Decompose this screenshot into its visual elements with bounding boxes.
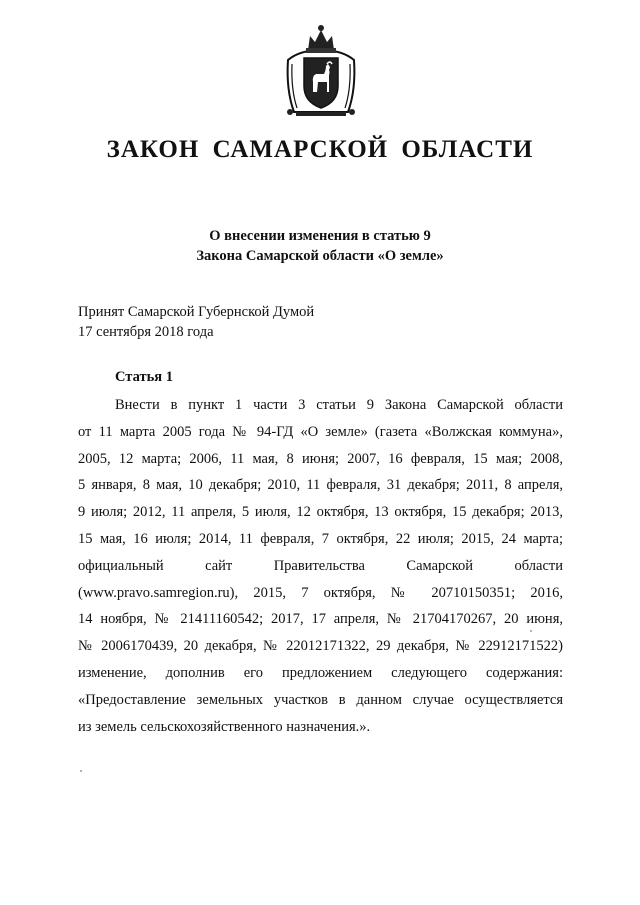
- body-line: изменение, дополнив его предложением следующего содержания:: [78, 664, 563, 681]
- scan-speck: [80, 770, 82, 772]
- body-line: 5 января, 8 мая, 10 декабря; 2010, 11 февраля, 31 декабря; 2011, 8 апреля,: [78, 477, 563, 494]
- body-line: 2005, 12 марта; 2006, 11 мая, 8 июня; 2007, 16 февраля, 15 мая; 2008,: [78, 450, 563, 467]
- body-line: из земель сельскохозяйственного назначения.».: [78, 718, 371, 735]
- body-line: 14 ноября, № 21411160542; 2017, 17 апреля, № 21704170267, 20 июня,: [78, 611, 563, 628]
- adoption-note: [78, 302, 314, 342]
- article-heading: Статья 1: [115, 369, 173, 385]
- scan-speck: [530, 630, 532, 632]
- body-line: (www.pravo.samregion.ru), 2015, 7 октября, № 20710150351; 2016,: [78, 584, 563, 601]
- adoption-body: Принят Самарской Губернской Думой: [78, 304, 315, 320]
- body-line: Внести в пункт 1 части 3 статьи 9 Закона Самарской области: [115, 397, 563, 413]
- law-title: ЗАКОН САМАРСКОЙ ОБЛАСТИ: [106, 136, 534, 163]
- law-subject: [0, 226, 640, 266]
- subject-line-1: О внесении изменения в статью 9: [209, 228, 431, 244]
- coat-of-arms-icon: [282, 20, 360, 120]
- body-line: от 11 марта 2005 года № 94-ГД «О земле» (газета «Волжская коммуна»,: [78, 423, 563, 440]
- body-line: 9 июля; 2012, 11 апреля, 5 июля, 12 октября, 13 октября, 15 декабря; 2013,: [78, 504, 563, 521]
- adoption-date: 17 сентября 2018 года: [78, 324, 214, 340]
- body-line: официальный сайт Правительства Самарской области: [78, 557, 563, 574]
- body-line: 15 мая, 16 июля; 2014, 11 февраля, 7 октября, 22 июля; 2015, 24 марта;: [78, 530, 563, 547]
- body-line: «Предоставление земельных участков в данном случае осуществляется: [78, 691, 563, 708]
- article-body: [78, 392, 563, 740]
- subject-line-2: Закона Самарской области «О земле»: [196, 248, 444, 264]
- body-line: № 2006170439, 20 декабря, № 22012171322, 29 декабря, № 22912171522): [78, 638, 563, 655]
